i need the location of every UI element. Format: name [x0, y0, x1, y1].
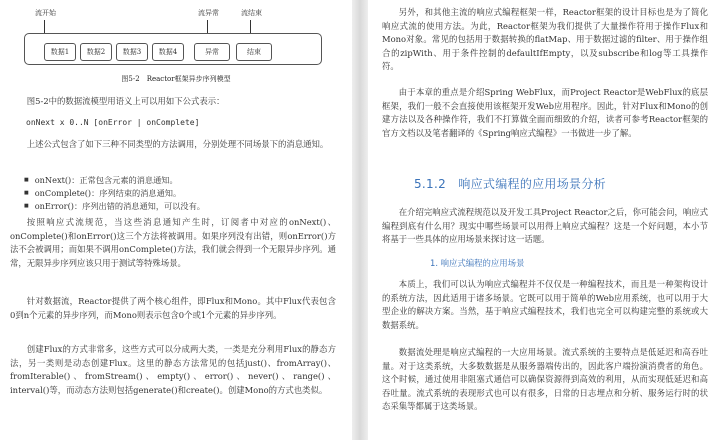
- left-page: [0, 0, 352, 440]
- method-list: [24, 174, 205, 213]
- paragraph: 按照响应式流规范，当这些消息通知产生时，订阅者中对应的onNext()、onComplete()和onError()这三个方法将被调用。如果序列没有出错，则onError()方法不会被调用；而如果不调用onComplete()方法，我们就会得到一个无限异步序列。通常，无限异步序列应该只用于测试等特殊场景。: [10, 217, 336, 268]
- data-box: 数据3: [116, 43, 148, 61]
- paragraph: 上述公式包含了如下三种不同类型的方法调用，分别处理不同场景下的消息通知。: [26, 139, 329, 149]
- paragraph: 针对数据流，Reactor提供了两个核心组件，即Flux和Mono。其中Flux代表包含0到n个元素的异步序列，而Mono则表示包含0个或1个元素的异步序列。: [10, 296, 336, 320]
- book-gutter: [352, 0, 368, 440]
- end-box: 结束: [236, 43, 272, 61]
- section-title: 5.1.2 响应式编程的应用场景分析: [414, 177, 606, 191]
- stream-end-label: 流结束: [241, 9, 262, 17]
- start-connector-line: [44, 20, 45, 34]
- paragraph: 图5-2中的数据流模型用语义上可以用如下公式表示：: [26, 96, 225, 106]
- data-box: 数据1: [44, 43, 76, 61]
- list-item: ■ onNext()：正常包含元素的消息通知。: [24, 174, 205, 187]
- paragraph: 创建Flux的方式非常多，这些方式可以分成两大类，一类是充分利用Flux的静态方法，另一类则是动态创建Flux。这里的静态方法常见的包括just()、fromArray()、fromIterable()、fromStream()、empty()、error()、never()、range()、interval()等，而动态方法则包括generate()和create()。创建Mono的方式也类似。: [10, 344, 336, 395]
- error-box: 异常: [194, 43, 230, 61]
- formula: onNext x 0..N [onError | onComplete]: [26, 118, 200, 127]
- stream-error-label: 流异常: [198, 9, 219, 17]
- paragraph: 本质上，我们可以认为响应式编程并不仅仅是一种编程技术，而且是一种架构设计的系统方法，因此适用于诸多场景。它既可以用于简单的Web应用系统，也可以用于大型企业的解决方案。当然，基于响应式编程技术，我们也完全可以构建完整的系统或大数据系统。: [382, 279, 708, 330]
- error-connector-line: [207, 20, 208, 34]
- data-box: 数据2: [80, 43, 112, 61]
- stream-start-label: 流开始: [35, 9, 56, 17]
- paragraph: 在介绍完响应式流程规范以及开发工具Project Reactor之后，你可能会问，响应式编程到底有什么用？现实中哪些场景可以用得上响应式编程？这是一个好问题，本小节将基于一些具体的应用场景来探讨这一话题。: [382, 207, 708, 244]
- paragraph: 另外，和其他主流的响应式编程框架一样，Reactor框架的设计目标也是为了简化响应式流的使用方法。为此，Reactor框架为我们提供了大量操作符用于操作Flux和Mono对象。常见的包括用于数据转换的flatMap、用于数据过滤的filter、用于操作组合的zipWith、用于条件控制的defaultIfEmpty，以及subscribe和log等工具操作符。: [382, 7, 708, 71]
- paragraph: 由于本章的重点是介绍Spring WebFlux，而Project Reactor是WebFlux的底层框架，我们一般不会直接使用该框架开发Web应用程序。因此，针对Flux和Mono的创建方法以及各种操作符，我们不打算做全面而细致的介绍，读者可参考Reactor框架的官方文档以及笔者翻译的《Spring响应式编程》一书做进一步了解。: [382, 87, 708, 138]
- right-page: [368, 0, 720, 440]
- figure-caption: 图5-2 Reactor框架异步序列模型: [121, 75, 231, 83]
- list-item: ■ onError()：序列出错的消息通知，可以没有。: [24, 200, 205, 213]
- list-item: ■ onComplete()：序列结束的消息通知。: [24, 187, 205, 200]
- subsection-title: 1. 响应式编程的应用场景: [430, 258, 525, 268]
- async-sequence-diagram: [24, 6, 324, 68]
- paragraph: 数据流处理是响应式编程的一大应用场景。流式系统的主要特点是低延迟和高吞吐量。对于这类系统，大多数数据是从服务器端传出的，因此客户端扮演消费者的角色。这个时候，通过使用非阻塞式通信可以确保资源得到高效的利用，从而实现低延迟和高吞吐量。流式系统的表现形式也可以有很多，日常的日志埋点和分析、服务运行时的状态采集等都属于这类场景。: [382, 347, 708, 411]
- data-box: 数据4: [152, 43, 184, 61]
- end-connector-line: [250, 20, 251, 34]
